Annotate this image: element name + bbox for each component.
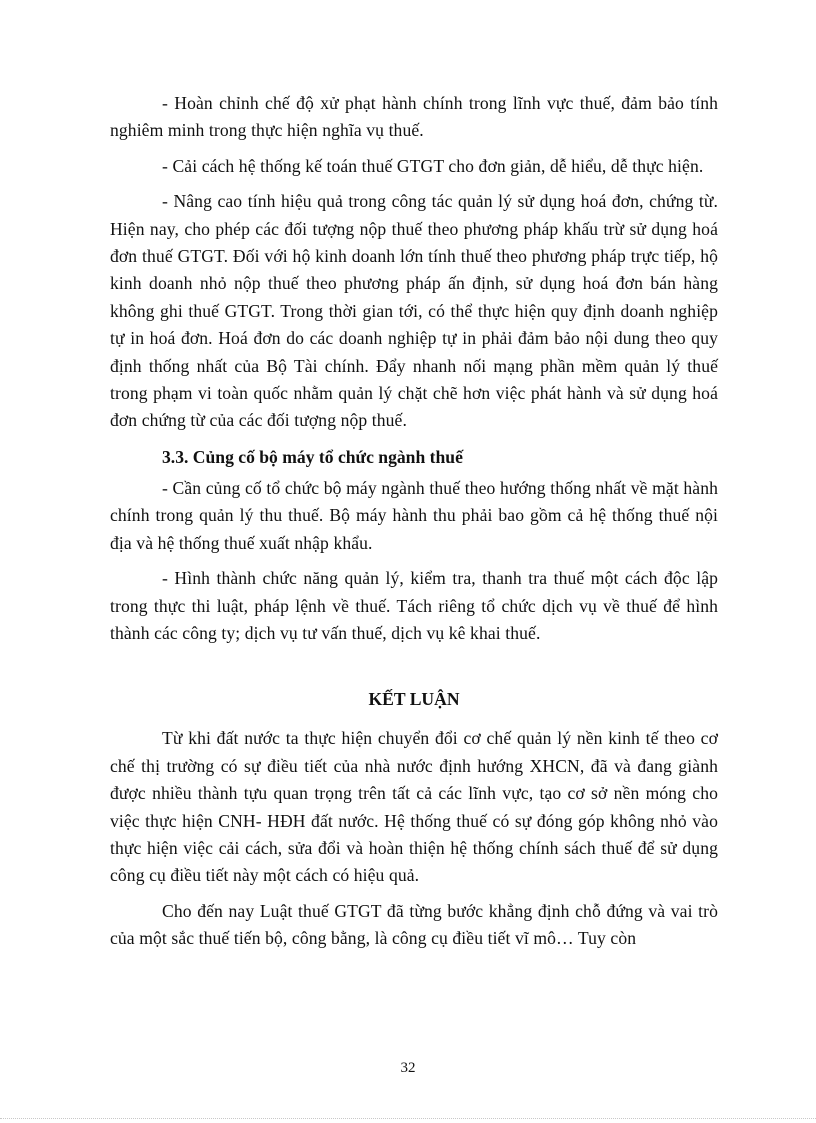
paragraph-tax-apparatus: - Cần củng cố tổ chức bộ máy ngành thuế theo hướng thống nhất về mặt hành chính trong quản lý thu thuế. Bộ máy hành thu phải bao gồm cả hệ thống thuế nội địa và hệ thống thuế xuất nhập khẩu.	[110, 477, 718, 553]
paragraph-penalty-regime: - Hoàn chỉnh chế độ xử phạt hành chính trong lĩnh vực thuế, đảm bảo tính nghiêm minh trong thực hiện nghĩa vụ thuế.	[110, 93, 718, 141]
paragraph-vat-accounting: - Cải cách hệ thống kế toán thuế GTGT cho đơn giản, dễ hiểu, dễ thực hiện.	[162, 155, 704, 176]
paragraph-invoice-management: - Nâng cao tính hiệu quả trong công tác quản lý sử dụng hoá đơn, chứng từ. Hiện nay, cho phép các đối tượng nộp thuế theo phương pháp khấu trừ sử dụng hoá đơn thuế GTGT. Đối với hộ kinh doanh lớn tính thuế theo phương pháp trực tiếp, hộ kinh doanh nhỏ nộp thuế theo phương pháp ấn định, sử dụng hoá đơn bán hàng không ghi thuế GTGT. Trong thời gian tới, có thể thực hiện quy định doanh nghiệp tự in hoá đơn. Hoá đơn do các doanh nghiệp tự in phải đảm bảo nội dung theo quy định thống nhất của Bộ Tài chính. Đẩy nhanh nối mạng phần mềm quản lý thuế trong phạm vi toàn quốc nhằm quản lý chặt chẽ hơn việc phát hành và sử dụng hoá đơn chứng từ của các đối tượng nộp thuế.	[110, 191, 718, 431]
page-number: 32	[400, 1060, 416, 1076]
section-heading: 3.3. Củng cố bộ máy tổ chức ngành thuế	[162, 446, 463, 467]
paragraph-conclusion-2: Cho đến nay Luật thuế GTGT đã từng bước khẳng định chỗ đứng và vai trò của một sắc thuế tiến bộ, công bằng, là công cụ điều tiết vĩ mô… Tuy còn	[110, 900, 718, 949]
page-body	[110, 90, 718, 961]
paragraph-inspection-function: - Hình thành chức năng quản lý, kiểm tra, thanh tra thuế một cách độc lập trong thực thi luật, pháp lệnh về thuế. Tách riêng tổ chức dịch vụ về thuế để hình thành các công ty; dịch vụ tư vấn thuế, dịch vụ kê khai thuế.	[110, 568, 718, 643]
page-bottom-divider	[0, 1118, 816, 1119]
paragraph-conclusion-1: Từ khi đất nước ta thực hiện chuyển đổi cơ chế quản lý nền kinh tế theo cơ chế thị trường có sự điều tiết của nhà nước định hướng XHCN, đã và đang giành được nhiều thành tựu quan trọng trên tất cả các lĩnh vực, tạo cơ sở nền móng cho việc thực hiện CNH- HĐH đất nước. Hệ thống thuế có sự đóng góp không nhỏ vào thực hiện việc cải cách, sửa đổi và hoàn thiện hệ thống chính sách thuế để sử dụng công cụ điều tiết này một cách có hiệu quả.	[110, 728, 718, 886]
conclusion-heading: KẾT LUẬN	[368, 689, 460, 710]
